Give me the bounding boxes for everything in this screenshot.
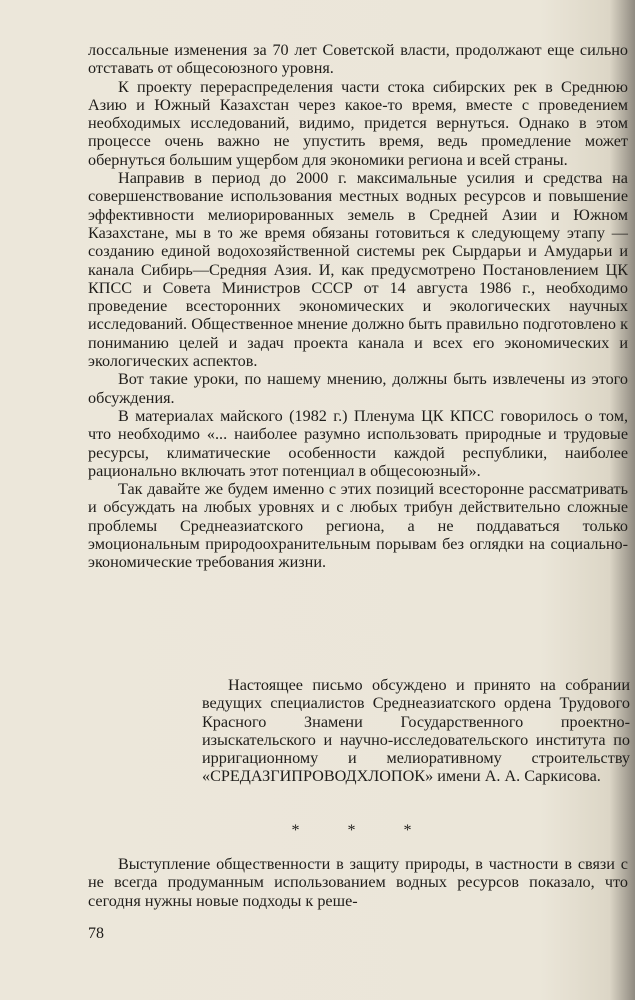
paragraph-conclusion: Так давайте же будем именно с этих позиций всесторонне рассматривать и обсуждать на любых уровнях и с любых трибун действительно сложные проблемы Среднеазиатского региона, а не поддаваться только эмоциональным природоохранительным порывам без оглядки на социально-экономические требования жизни.: [88, 480, 628, 572]
section-separator: * * *: [291, 822, 434, 839]
paragraph-public-opinion: Выступление общественности в защиту природы, в частности в связи с не всегда продуманным использованием водных ресурсов показало, что сегодня нужны новые подходы к реше-: [88, 855, 628, 910]
paragraph-lessons: Вот такие уроки, по нашему мнению, должны быть извлечены из этого обсуждения.: [88, 370, 628, 407]
paragraph-river-diversion: К проекту перераспределения части стока сибирских рек в Среднюю Азию и Южный Казахстан через какое-то время, вместе с проведением необходимых исследований, видимо, придется вернуться. Однако в этом процессе очень важно не упустить время, ведь промедление может обернуться большим ущербом для экономики региона и всей страны.: [88, 77, 628, 169]
institute-note: Настоящее письмо обсуждено и принято на собрании ведущих специалистов Среднеазиатского ордена Трудового Красного Знамени Государственного проектно-изыскательского и научно-исследовательского института по ирригационному и мелиоративному строительству «СРЕДАЗГИПРОВОДХЛОПОК» имени А. А. Саркисова.: [202, 676, 630, 786]
paragraph-water-resources: Направив в период до 2000 г. максимальные усилия и средства на совершенствование использования местных водных ресурсов и повышение эффективности мелиорированных земель в Средней Азии и Южном Казахстане, мы в то же время обязаны готовиться к следующему этапу — созданию единой водохозяйственной системы рек Сырдарьи и Амударьи и канала Сибирь—Средняя Азия. И, как предусмотрено Постановлением ЦК КПСС и Совета Министров СССР от 14 августа 1986 г., необходимо проведение всесторонних экономических и экологических научных исследований. Общественное мнение должно быть правильно подготовлено к пониманию целей и задач проекта канала и всех его экономических и экологических аспектов.: [88, 169, 628, 371]
paragraph-plenum-quote: В материалах майского (1982 г.) Пленума ЦК КПСС говорилось о том, что необходимо «... наиболее разумно использовать природные и трудовые ресурсы, климатические особенности каждой республики, наиболее рационально включать этот потенциал в общесоюзный».: [88, 406, 628, 480]
page-number: 78: [88, 925, 104, 942]
main-text: [88, 41, 628, 572]
paragraph-continuation: лоссальные изменения за 70 лет Советской власти, продолжают еще сильно отставать от общесоюзного уровня.: [88, 41, 628, 78]
